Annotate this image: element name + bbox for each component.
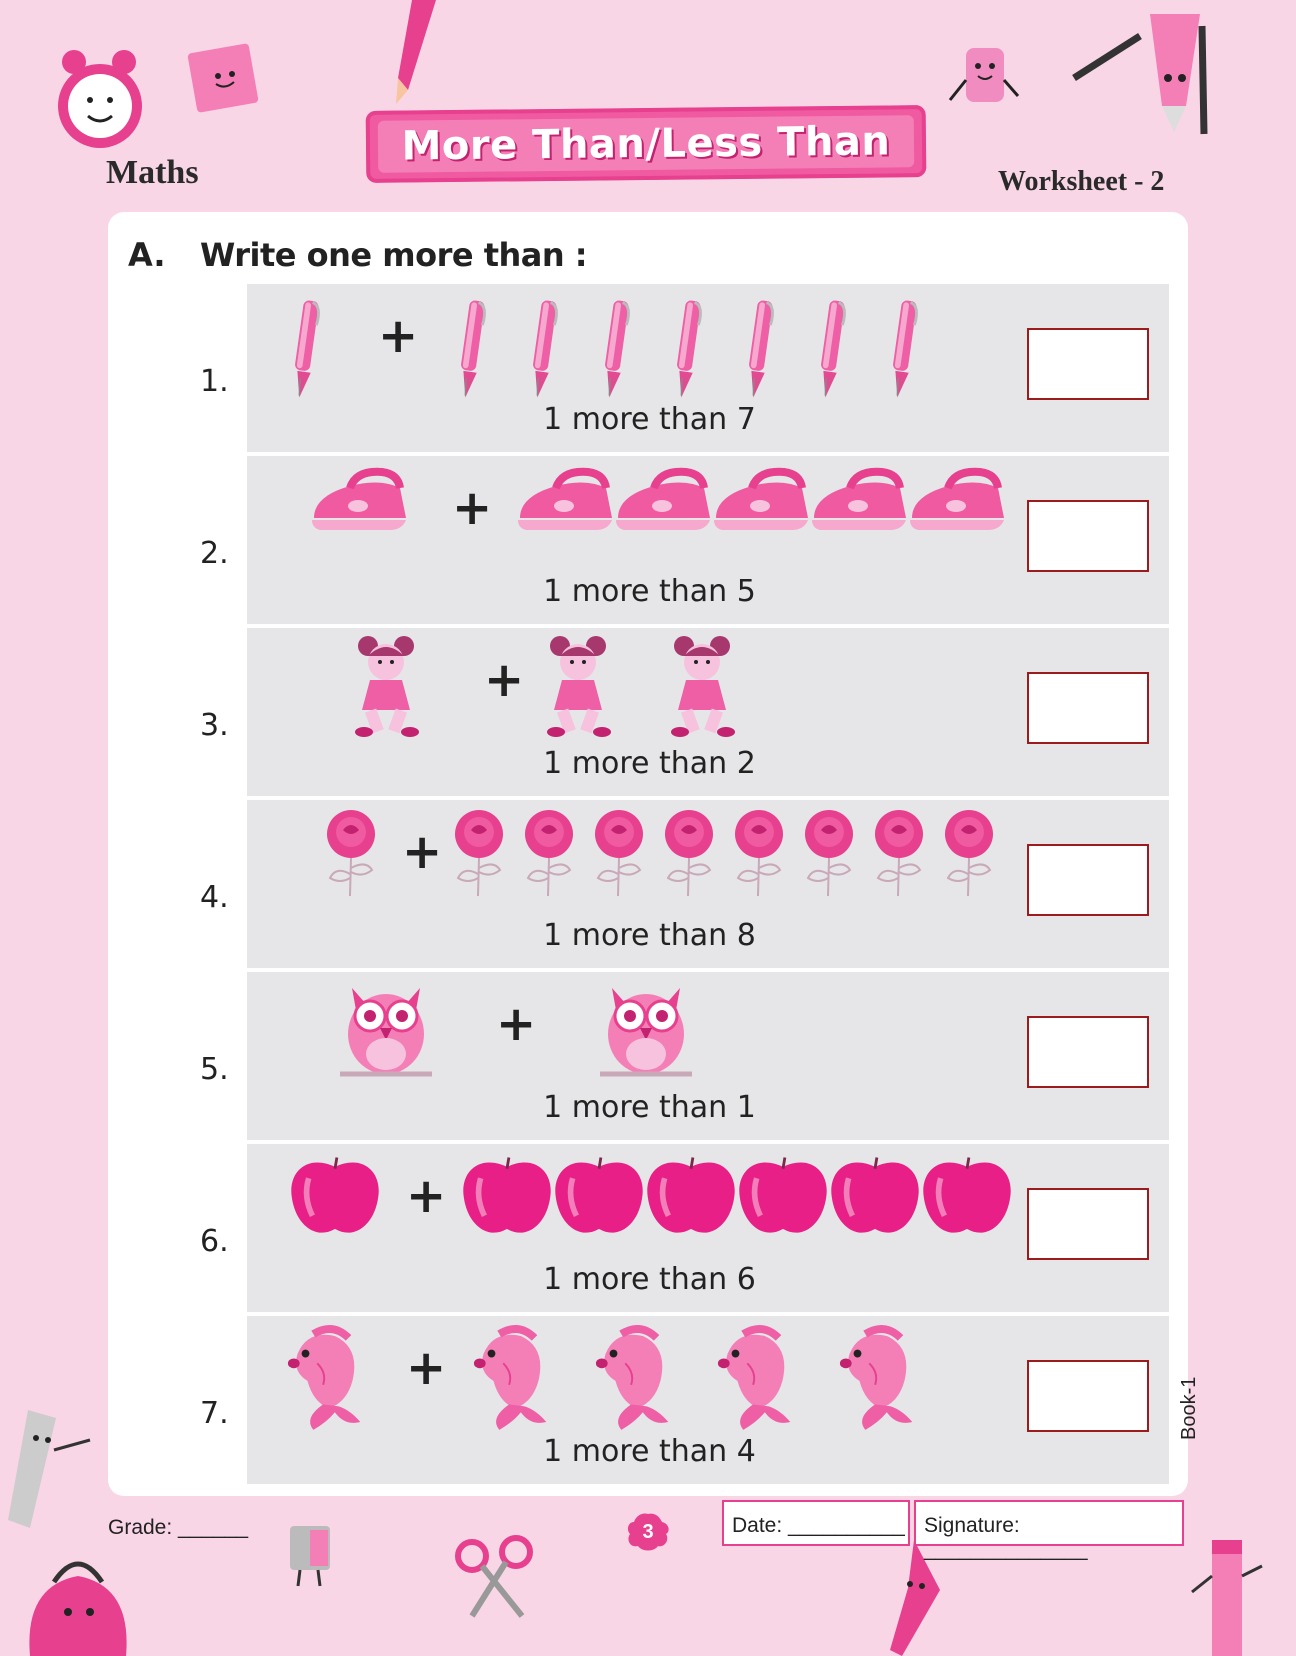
answer-box[interactable] [1027,500,1149,572]
apple-icon [828,1152,922,1245]
fish-icon [470,1320,558,1441]
iron-icon [810,466,910,541]
rose-icon [514,808,584,903]
scissors-icon [452,1532,542,1622]
pen-icon [668,290,706,413]
pencil-icon [384,0,444,110]
answer-box[interactable] [1027,844,1149,916]
row-caption: 1 more than 1 [543,1090,756,1125]
rose-icon [724,808,794,903]
pen-icon [596,290,634,413]
backpack-icon [14,1526,154,1656]
notepad-icon [178,40,268,120]
owl-icon [596,974,696,1089]
rose-icon [864,808,934,903]
signature-field[interactable]: Signature: ______________ [914,1500,1184,1546]
answer-box[interactable] [1027,328,1149,400]
plus-sign: + [378,308,419,364]
iron-icon [614,466,714,541]
row-number: 6. [200,1224,229,1259]
pen-icon [286,290,324,413]
doll-icon [538,632,618,747]
alarm-clock-icon [52,44,152,154]
ruler-icon [8,1410,98,1530]
book-label: Book-1 [1178,1376,1200,1440]
plus-sign: + [402,824,443,880]
iron-icon [908,466,1008,541]
apple-icon [644,1152,738,1245]
doll-icon [662,632,742,747]
pencil-character-icon [1070,6,1210,136]
fish-icon [714,1320,802,1441]
answer-box[interactable] [1027,1016,1149,1088]
row-caption: 1 more than 5 [543,574,756,609]
owl-icon [336,974,436,1089]
answer-box[interactable] [1027,1360,1149,1432]
row-caption: 1 more than 6 [543,1262,756,1297]
row-number: 7. [200,1396,229,1431]
rose-icon [444,808,514,903]
row-number: 3. [200,708,229,743]
row-number: 5. [200,1052,229,1087]
row-number: 1. [200,364,229,399]
rose-icon [316,808,386,903]
row-number: 2. [200,536,229,571]
row-caption: 1 more than 8 [543,918,756,953]
plus-sign: + [452,480,493,536]
grade-field[interactable]: Grade: ______ [108,1516,249,1539]
rose-icon [654,808,724,903]
sharpener-icon [280,1520,350,1590]
pen-icon [884,290,922,413]
answer-box[interactable] [1027,672,1149,744]
section-instruction: Write one more than : [200,236,588,274]
apple-icon [552,1152,646,1245]
row-caption: 1 more than 2 [543,746,756,781]
plus-sign: + [406,1168,447,1224]
apple-icon [288,1152,382,1245]
plus-sign: + [406,1340,447,1396]
pen-icon [812,290,850,413]
iron-icon [712,466,812,541]
eraser-icon [942,40,1022,120]
rose-icon [794,808,864,903]
rose-icon [584,808,654,903]
apple-icon [460,1152,554,1245]
plus-sign: + [496,996,537,1052]
page-title: More Than/Less Than [401,118,891,170]
pen-icon [452,290,490,413]
fish-icon [592,1320,680,1441]
pen-icon [524,290,562,413]
pen-icon [740,290,778,413]
worksheet-label: Worksheet - 2 [998,166,1165,197]
pencil-icon [1188,1536,1268,1656]
page-number: 3 [642,1521,654,1543]
subject-label: Maths [106,154,199,191]
apple-icon [736,1152,830,1245]
fish-icon [284,1320,372,1441]
iron-icon [310,466,410,541]
answer-box[interactable] [1027,1188,1149,1260]
date-field[interactable]: Date: __________ [722,1500,910,1546]
iron-icon [516,466,616,541]
fish-icon [836,1320,924,1441]
row-caption: 1 more than 7 [543,402,756,437]
section-letter: A. [128,236,166,274]
rose-icon [934,808,1004,903]
apple-icon [920,1152,1014,1245]
plus-sign: + [484,652,525,708]
title-banner [366,105,927,183]
row-number: 4. [200,880,229,915]
doll-icon [346,632,426,747]
row-caption: 1 more than 4 [543,1434,756,1469]
